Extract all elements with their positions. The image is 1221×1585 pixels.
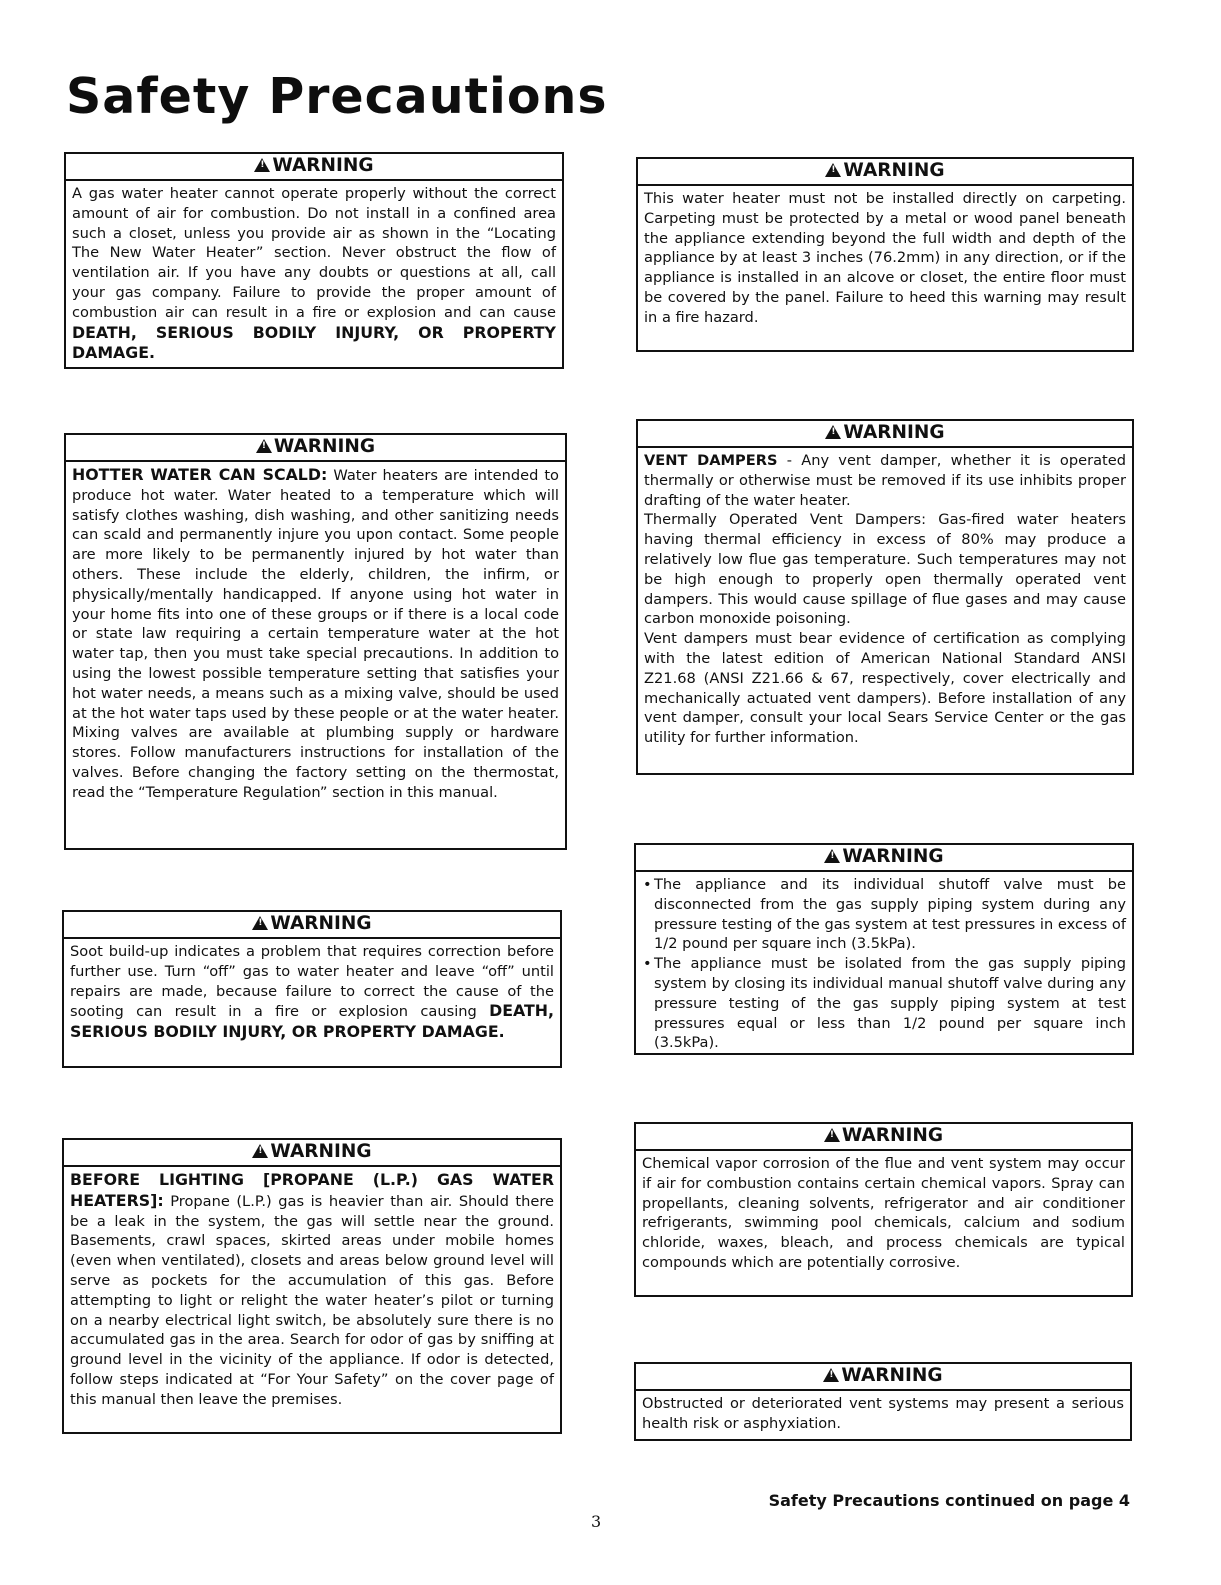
warning-box-propane [62,1138,562,1434]
warning-triangle-icon [252,1144,268,1158]
warning-triangle-icon [256,439,272,453]
warning-text: HOTTER WATER CAN SCALD: Water heaters are intended to produce hot water. Water heated to a temperature which will satisfy clothes washing, dish washing, and other sanitizing needs can scald and permanently injure you upon contact. Some people are more likely to be permanently injured by hot water than others. These include the elderly, children, the infirm, or physically/mentally handicapped. If anyone using hot water in your home fits into one of these groups or if there is a local code or state law requiring a certain temperature water at the hot water tap, then you must take special precautions. In addition to using the lowest possible temperature setting that satisfies your hot water needs, a means such as a mixing valve, should be used at the hot water taps used by these people or at the water heater. Mixing valves are available at plumbing supply or hardware stores. Follow manufacturers instructions for installation of the valves. Before changing the factory setting on the thermostat, read the “Temperature Regulation” section in this manual. [72,465,559,801]
warning-header: !WARNING [64,1140,560,1167]
warning-header: !WARNING [636,1364,1130,1391]
page-number: 3 [591,1512,602,1531]
warning-header: !WARNING [638,159,1132,186]
warning-text: VENT DAMPERS - Any vent damper, whether it is operated thermally or otherwise must be removed if its use inhibits proper drafting of the water heater. Thermally Operated Vent Dampers: Gas-fired water heaters having thermal efficiency in excess of 80% may produce a relatively low flue gas temperature. Such temperatures may not be high enough to properly open thermally operated vent dampers. This would cause spillage of flue gases and may cause carbon monoxide poisoning. Vent dampers must bear evidence of certification as complying with the latest edition of American National Standard ANSI Z21.68 (ANSI Z21.66 & 67, respectively, cover electrically and mechanically actuated vent dampers). Before installation of any vent damper, consult your local Sears Service Center or the gas utility for further information. [644,452,1127,747]
warning-triangle-icon [824,1128,840,1142]
warning-box-soot [62,910,562,1068]
warning-box-pressure-testing [634,843,1134,1055]
warning-text [642,875,1126,1053]
warning-triangle-icon [823,1368,839,1382]
warning-header: !WARNING [638,421,1132,448]
warning-header: !WARNING [66,154,562,181]
warning-header: !WARNING [64,912,560,939]
warning-box-vent-dampers [636,419,1134,775]
warning-triangle-icon [254,158,270,172]
warning-header: !WARNING [636,845,1132,872]
warning-triangle-icon [825,425,841,439]
warning-box-carpeting [636,157,1134,352]
warning-triangle-icon [825,163,841,177]
warning-header: !WARNING [66,435,565,462]
warning-box-combustion-air [64,152,564,369]
warning-box-scald [64,433,567,850]
warning-text: Soot build-up indicates a problem that requires correction before further use. Turn “off” gas to water heater and leave “off” until repairs are made, because failure to correct the cause of the sooting can result in a fire or explosion causing DEATH, SERIOUS BODILY INJURY, OR PROPERTY DAMAGE. [70,943,554,1042]
warning-text: BEFORE LIGHTING [PROPANE (L.P.) GAS WATER HEATERS]: Propane (L.P.) gas is heavier than air. Should there be a leak in the system, the gas will settle near the ground. Basements, crawl spaces, skirted areas under mobile homes (even when ventilated), closets and areas below ground level will serve as pockets for the accumulation of this gas. Before attempting to light or relight the water heater’s pilot or turning on a nearby electrical light switch, be absolutely sure there is no accumulated gas in the area. Search for odor of gas by sniffing at ground level in the vicinity of the appliance. If odor is detected, follow steps indicated at “For Your Safety” on the cover page of this manual then leave the premises. [70,1170,554,1408]
warning-text: Obstructed or deteriorated vent systems may present a serious health risk or asphyxiation. [642,1395,1124,1432]
bullet-list [642,875,1126,1053]
warning-box-chemical-vapor [634,1122,1133,1297]
continued-note: Safety Precautions continued on page 4 [768,1491,1130,1510]
warning-triangle-icon [824,849,840,863]
warning-box-obstructed-vent [634,1362,1132,1441]
warning-header: !WARNING [636,1124,1131,1151]
warning-text: This water heater must not be installed directly on carpeting. Carpeting must be protected by a metal or wood panel beneath the appliance extending beyond the full width and depth of the appliance by at least 3 inches (76.2mm) in any direction, or if the appliance is installed in an alcove or closet, the entire floor must be covered by the panel. Failure to heed this warning may result in a fire hazard. [644,190,1126,326]
warning-text: A gas water heater cannot operate properly without the correct amount of air for combustion. Do not install in a confined area such a closet, unless you provide air as shown in the “Locating The New Water Heater” section. Never obstruct the flow of ventilation air. If you have any doubts or questions at all, call your gas company. Failure to provide the proper amount of combustion air can result in a fire or explosion and can cause DEATH, SERIOUS BODILY INJURY, OR PROPERTY DAMAGE. [72,185,556,363]
list-item: • The appliance and its individual shutoff valve must be disconnected from the gas supply piping system during any pressure testing of the gas system at test pressures in excess of 1/2 pound per square inch (3.5kPa). [654,875,1126,954]
page-title: Safety Precautions [66,68,608,125]
warning-text: Chemical vapor corrosion of the flue and vent system may occur if air for combustion contains certain chemical vapors. Spray can propellants, cleaning solvents, refrigerator and air conditioner refrigerants, swimming pool chemicals, calcium and sodium chloride, waxes, bleach, and process chemicals are typical compounds which are potentially corrosive. [642,1155,1125,1271]
warning-triangle-icon [252,916,268,930]
list-item: • The appliance must be isolated from the gas supply piping system by closing its individual manual shutoff valve during any pressure testing of the gas supply piping system at test pressures equal or less than 1/2 pound per square inch (3.5kPa). [654,954,1126,1053]
